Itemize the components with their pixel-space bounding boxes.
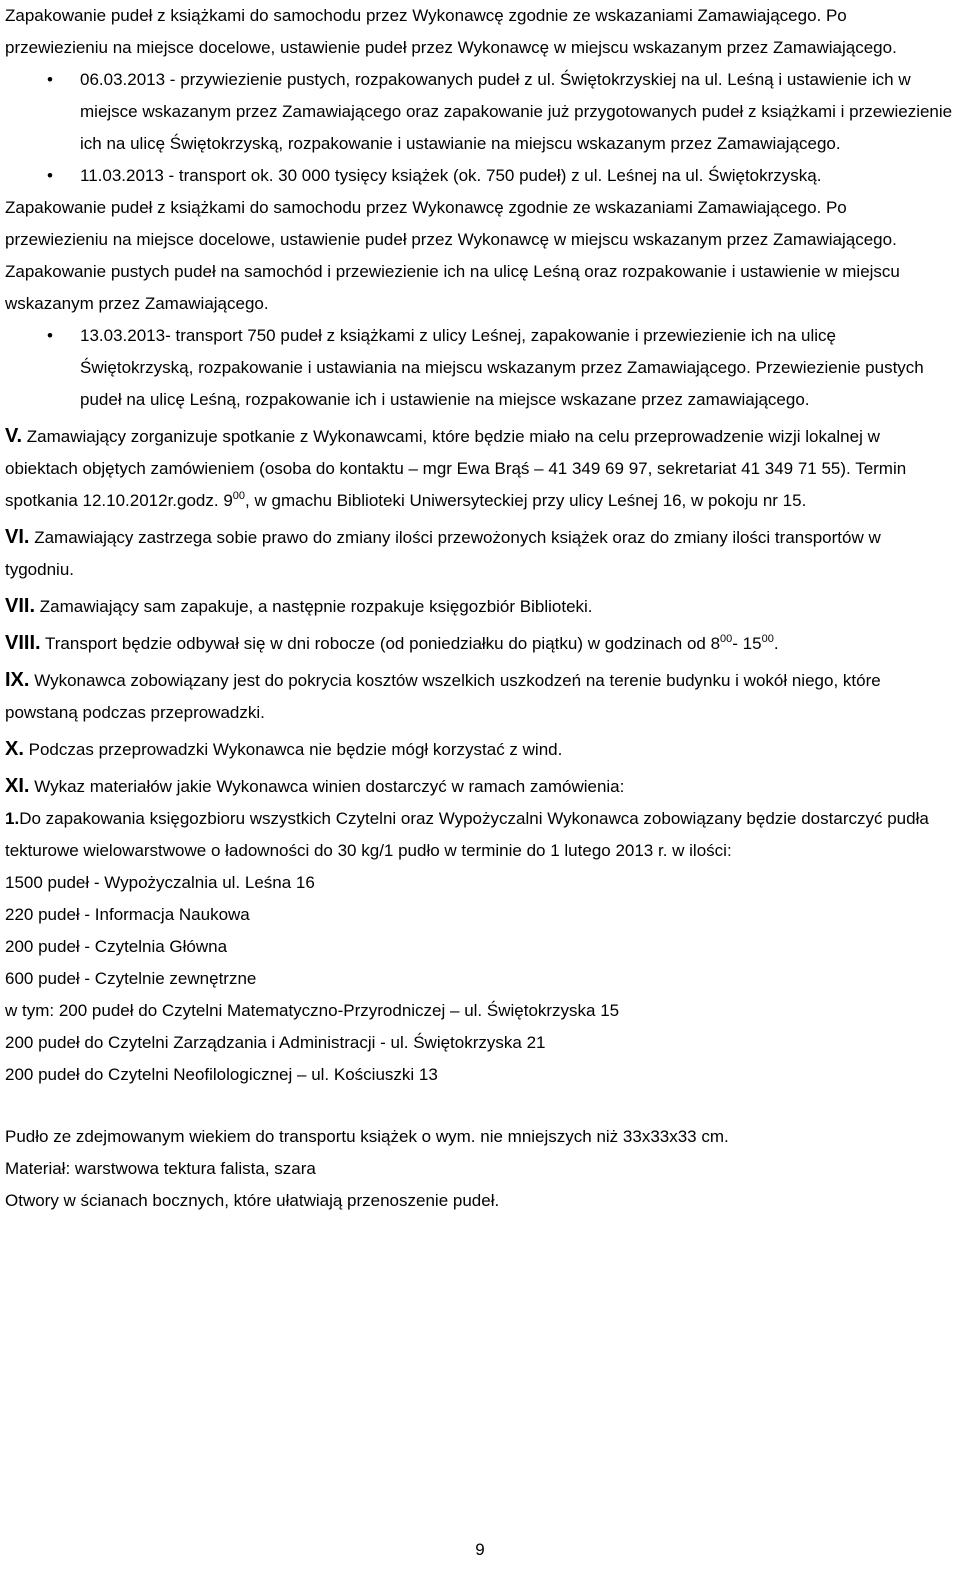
section-number: XI. [5, 775, 30, 797]
box-spec-line: Otwory w ścianach bocznych, które ułatwiają przenoszenie pudeł. [5, 1191, 500, 1210]
box-spec-line: Materiał: warstwowa tektura falista, szara [5, 1159, 316, 1178]
section-number: X. [5, 738, 24, 760]
section-vii [5, 590, 953, 623]
section-text: , w gmachu Biblioteki Uniwersyteckiej przy ulicy Leśnej 16, w pokoju nr 15. [245, 491, 807, 510]
section-text: - 15 [732, 634, 762, 653]
section-text: Wykonawca zobowiązany jest do pokrycia kosztów wszelkich uszkodzeń na terenie budynku i wokół niego, które powstaną podczas przeprowadzki. [5, 671, 881, 722]
superscript: 00 [232, 490, 246, 502]
section-number: VII. [5, 595, 36, 617]
quantity-line: 200 pudeł - Czytelnia Główna [5, 937, 228, 956]
superscript: 00 [720, 633, 733, 645]
item-number: 1. [5, 809, 20, 828]
quantity-line: 220 pudeł - Informacja Naukowa [5, 905, 250, 924]
schedule-item-06-03: • 06.03.2013 - przywiezienie pustych, rozpakowanych pudeł z ul. Świętokrzyskiej na ul. Leśną i ustawienie ich w miejsce wskazanym przez Zamawiającego oraz zapakowanie już przygotowanych pudeł z książkami i przewiezienie ich na ulicę Świętokrzyską, rozpakowanie i ustawianie na miejscu wskazanym przez Zamawiającego. [5, 64, 953, 160]
section-viii [5, 627, 953, 660]
quantity-line: 200 pudeł do Czytelni Neofilologicznej – ul. Kościuszki 13 [5, 1065, 438, 1084]
schedule-item-13-03: • 13.03.2013- transport 750 pudeł z książkami z ulicy Leśnej, zapakowanie i przewiezienie ich na ulicę Świętokrzyską, rozpakowanie i ustawiania na miejscu wskazanym przez Zamawiającego. Przewiezienie pustych pudeł na ulicę Leśną, rozpakowanie ich i ustawienie na miejsce wskazane przez zamawiającego. [5, 320, 953, 416]
intro-paragraph: Zapakowanie pudeł z książkami do samochodu przez Wykonawcę zgodnie ze wskazaniami Zamawiającego. Po przewiezieniu na miejsce docelowe, ustawienie pudeł przez Wykonawcę w miejscu wskazanym przez Zamawiającego. [5, 6, 897, 57]
section-number: VIII. [5, 632, 41, 654]
section-number: VI. [5, 526, 30, 548]
section-vi [5, 521, 953, 586]
document-page [5, 0, 953, 1217]
section-text: Zamawiający zastrzega sobie prawo do zmiany ilości przewożonych książek oraz do zmiany ilości transportów w tygodniu. [5, 528, 881, 579]
box-spec-line: Pudło ze zdejmowanym wiekiem do transportu książek o wym. nie mniejszych niż 33x33x33 cm. [5, 1127, 729, 1146]
section-v [5, 420, 953, 517]
section-text: Wykaz materiałów jakie Wykonawca winien dostarczyć w ramach zamówienia: [34, 777, 625, 796]
section-number: V. [5, 425, 23, 447]
page-number: 9 [475, 1540, 485, 1559]
quantity-line: 1500 pudeł - Wypożyczalnia ul. Leśna 16 [5, 873, 315, 892]
spacer [5, 1091, 953, 1121]
section-xi [5, 770, 953, 803]
superscript: 00 [761, 633, 774, 645]
quantity-line: 600 pudeł - Czytelnie zewnętrzne [5, 969, 257, 988]
schedule-item-11-03: • 11.03.2013 - transport ok. 30 000 tysięcy książek (ok. 750 pudeł) z ul. Leśnej na ul. Świętokrzyską. [5, 160, 953, 192]
section-x [5, 733, 953, 766]
section-text: . [773, 634, 779, 653]
item-text: Do zapakowania księgozbioru wszystkich Czytelni oraz Wypożyczalni Wykonawca zobowiązany będzie dostarczyć pudła tekturowe wielowarstwowe o ładowności do 30 kg/1 pudło w terminie do 1 lutego 2013 r. w ilości: [5, 809, 929, 860]
quantity-line: 200 pudeł do Czytelni Zarządzania i Administracji - ul. Świętokrzyska 21 [5, 1033, 546, 1052]
quantity-line: w tym: 200 pudeł do Czytelni Matematyczno-Przyrodniczej – ul. Świętokrzyska 15 [5, 1001, 620, 1020]
section-text: Zamawiający zorganizuje spotkanie z Wykonawcami, które będzie miało na celu przeprowadzenie wizji lokalnej w obiektach objętych zamówieniem (osoba do kontaktu – mgr Ewa Brąś – 41 349 69 97, sekretariat 41 349 71 55). Termin spotkania 12.10.2012r.godz. 9 [5, 427, 907, 510]
schedule-paragraph: Zapakowanie pudeł z książkami do samochodu przez Wykonawcę zgodnie ze wskazaniami Zamawiającego. Po przewiezieniu na miejsce docelowe, ustawienie pudeł przez Wykonawcę w miejscu wskazanym przez Zamawiającego. Zapakowanie pustych pudeł na samochód i przewiezienie ich na ulicę Leśną oraz rozpakowanie i ustawienie w miejscu wskazanym przez Zamawiającego. [5, 198, 900, 313]
section-ix [5, 664, 953, 729]
materials-item-1 [5, 803, 953, 867]
section-text: Transport będzie odbywał się w dni robocze (od poniedziałku do piątku) w godzinach od 8 [45, 634, 721, 653]
section-text: Podczas przeprowadzki Wykonawca nie będzie mógł korzystać z wind. [28, 740, 563, 759]
section-number: IX. [5, 669, 30, 691]
section-text: Zamawiający sam zapakuje, a następnie rozpakuje księgozbiór Biblioteki. [39, 597, 593, 616]
